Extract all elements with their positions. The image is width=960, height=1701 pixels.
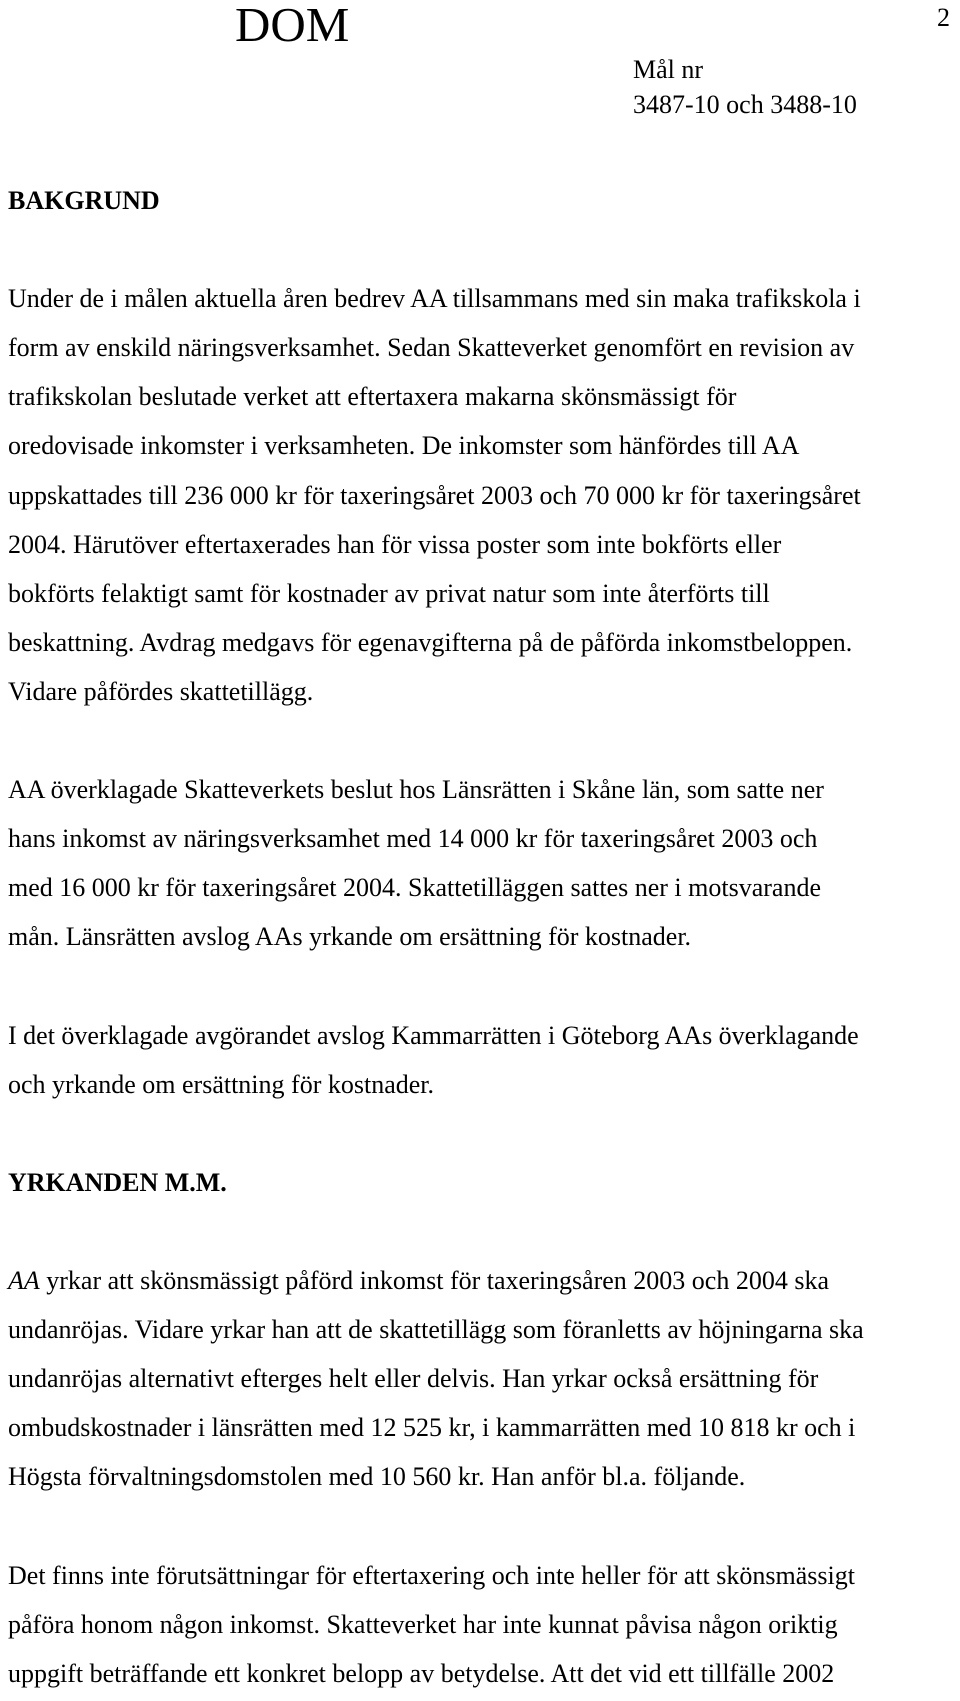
paragraph-line: AA överklagade Skatteverkets beslut hos Länsrätten i Skåne län, som satte ner <box>8 775 824 805</box>
case-reference <box>633 52 857 122</box>
paragraph-line: hans inkomst av näringsverksamhet med 14 000 kr för taxeringsåret 2003 och <box>8 824 818 854</box>
paragraph-line: undanröjas alternativt efterges helt eller delvis. Han yrkar också ersättning för <box>8 1364 819 1394</box>
paragraph-line: 2004. Härutöver eftertaxerades han för vissa poster som inte bokförts eller <box>8 529 782 559</box>
paragraph-line: och yrkande om ersättning för kostnader. <box>8 1069 434 1099</box>
paragraph-line: trafikskolan beslutade verket att eftertaxera makarna skönsmässigt för <box>8 382 737 412</box>
paragraph-line: uppgift beträffande ett konkret belopp av betydelse. Att det vid ett tillfälle 2002 <box>8 1658 835 1688</box>
paragraph-line: Högsta förvaltningsdomstolen med 10 560 kr. Han anför bl.a. följande. <box>8 1462 746 1492</box>
paragraph-line: med 16 000 kr för taxeringsåret 2004. Skattetilläggen sattes ner i motsvarande <box>8 873 821 903</box>
party-name-italic: AA <box>8 1266 40 1296</box>
paragraph-line: Under de i målen aktuella åren bedrev AA tillsammans med sin maka trafikskola i <box>8 284 861 314</box>
paragraph-appeal-court-decision <box>8 1011 864 1109</box>
section-heading-bakgrund: BAKGRUND <box>8 186 160 215</box>
paragraph-background <box>8 274 864 716</box>
document-type-title: DOM <box>235 0 350 52</box>
paragraph-line: I det överklagade avgörandet avslog Kammarrätten i Göteborg AAs överklagande <box>8 1020 859 1050</box>
paragraph-line: uppskattades till 236 000 kr för taxeringsåret 2003 och 70 000 kr för taxeringsåret <box>8 480 861 510</box>
paragraph-line <box>8 1256 864 1305</box>
paragraph-line: Det finns inte förutsättningar för eftertaxering och inte heller för att skönsmässigt <box>8 1560 855 1590</box>
line-text: yrkar att skönsmässigt påförd inkomst för taxeringsåren 2003 och 2004 ska <box>39 1266 829 1296</box>
case-numbers: 3487-10 och 3488-10 <box>633 90 857 119</box>
case-label: Mål nr <box>633 55 704 84</box>
paragraph-appeal-county-court <box>8 765 864 961</box>
paragraph-line: undanröjas. Vidare yrkar han att de skattetillägg som föranletts av höjningarna ska <box>8 1315 864 1345</box>
paragraph-line: oredovisade inkomster i verksamheten. De inkomster som hänfördes till AA <box>8 431 800 461</box>
paragraph-line: form av enskild näringsverksamhet. Sedan Skatteverket genomfört en revision av <box>8 333 855 363</box>
paragraph-line: påföra honom någon inkomst. Skatteverket har inte kunnat påvisa någon oriktig <box>8 1609 838 1639</box>
paragraph-line: Vidare påfördes skattetillägg. <box>8 676 314 706</box>
section-heading-yrkanden: YRKANDEN M.M. <box>8 1167 227 1197</box>
paragraph-arguments <box>8 1551 864 1698</box>
paragraph-claims <box>8 1256 864 1501</box>
paragraph-line: beskattning. Avdrag medgavs för egenavgifterna på de påförda inkomstbeloppen. <box>8 627 853 657</box>
page-number: 2 <box>937 3 950 32</box>
document-body <box>8 176 864 1698</box>
paragraph-line: ombudskostnader i länsrätten med 12 525 kr, i kammarrätten med 10 818 kr och i <box>8 1413 856 1443</box>
paragraph-line: mån. Länsrätten avslog AAs yrkande om ersättning för kostnader. <box>8 922 692 952</box>
paragraph-line: bokförts felaktigt samt för kostnader av privat natur som inte återförts till <box>8 578 770 608</box>
